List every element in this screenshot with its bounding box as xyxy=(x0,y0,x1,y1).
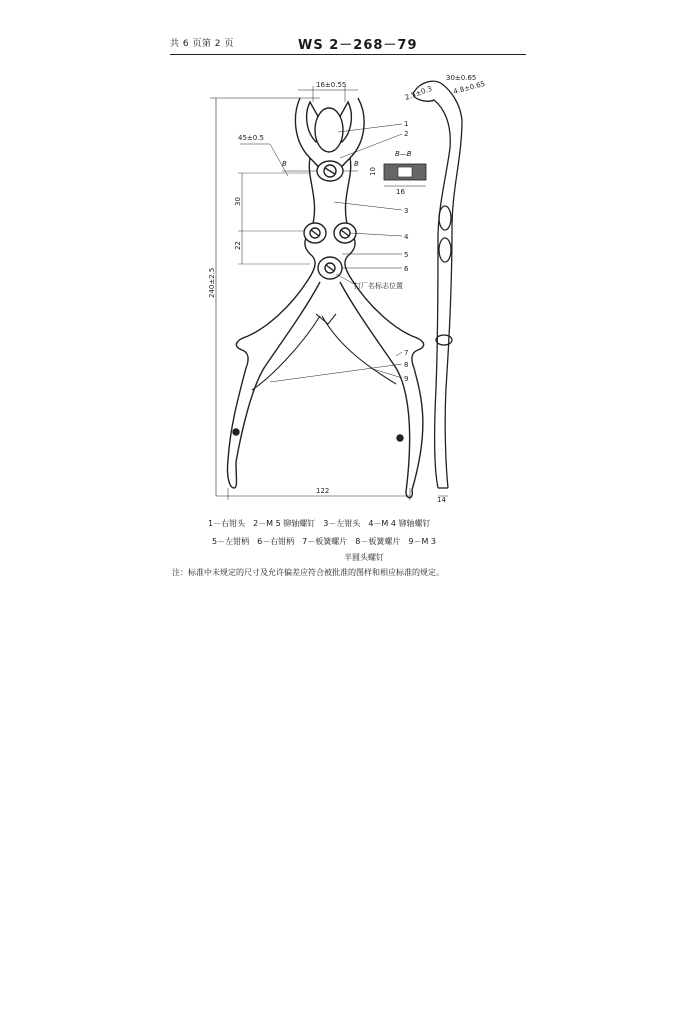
rongeur-handles xyxy=(227,280,423,498)
callout-5: 5 xyxy=(404,251,409,259)
footnote: 注：标准中未规定的尺寸及允许偏差应符合被批准的图样和相应标准的规定。 xyxy=(172,568,444,577)
section-bb-detail xyxy=(369,150,426,196)
legend-row-1: 1－右钳头 2－M 5 铆轴螺钉 3－左钳头 4－M 4 铆轴螺钉 xyxy=(208,519,431,528)
callout-2: 2 xyxy=(404,130,409,138)
section-width-dim: 16 xyxy=(396,188,405,196)
callout-7: 7 xyxy=(404,349,409,357)
standard-code: WS 2－268－79 xyxy=(298,38,418,53)
page-header xyxy=(170,32,526,56)
rongeur-technical-drawing xyxy=(170,68,526,508)
gap-dim-2: 22 xyxy=(234,241,242,250)
section-marker-right: B xyxy=(354,160,359,168)
header-rule xyxy=(170,54,526,55)
callout-3: 3 xyxy=(404,207,409,215)
section-marker-left: B xyxy=(282,160,287,168)
callout-1: 1 xyxy=(404,120,409,128)
angle-dim: 45±0.5 xyxy=(238,134,264,142)
gap-dim-1: 30 xyxy=(234,197,242,206)
section-label: B—B xyxy=(395,150,412,158)
side-width-dim: 14 xyxy=(437,496,446,504)
legend-row-3: 半圆头螺钉 xyxy=(344,553,384,562)
legend-row-2: 5－左钳柄 6－右钳柄 7－板簧螺片 8－板簧螺片 9－M 3 xyxy=(212,537,436,546)
overall-width-dim: 122 xyxy=(316,487,330,495)
callout-9: 9 xyxy=(404,375,409,383)
side-view xyxy=(413,81,462,488)
leaf-springs xyxy=(252,314,396,390)
top-right-dim-3: 2.5±0.3 xyxy=(403,84,434,102)
top-right-dim-1: 30±0.65 xyxy=(446,74,477,82)
rongeur-body xyxy=(304,158,356,280)
page-info: 共 6 页第 2 页 xyxy=(170,39,234,49)
jaw-width-dim: 16±0.55 xyxy=(316,81,347,89)
callout-8: 8 xyxy=(404,361,409,369)
marking-position-label: 打厂名标志位置 xyxy=(354,282,403,290)
overall-length-dim: 240±2.5 xyxy=(208,267,216,298)
callout-6: 6 xyxy=(404,265,409,273)
callout-4: 4 xyxy=(404,233,409,241)
top-right-dim-2: 4.8±0.65 xyxy=(452,79,487,96)
section-height-dim: 10 xyxy=(369,167,377,176)
